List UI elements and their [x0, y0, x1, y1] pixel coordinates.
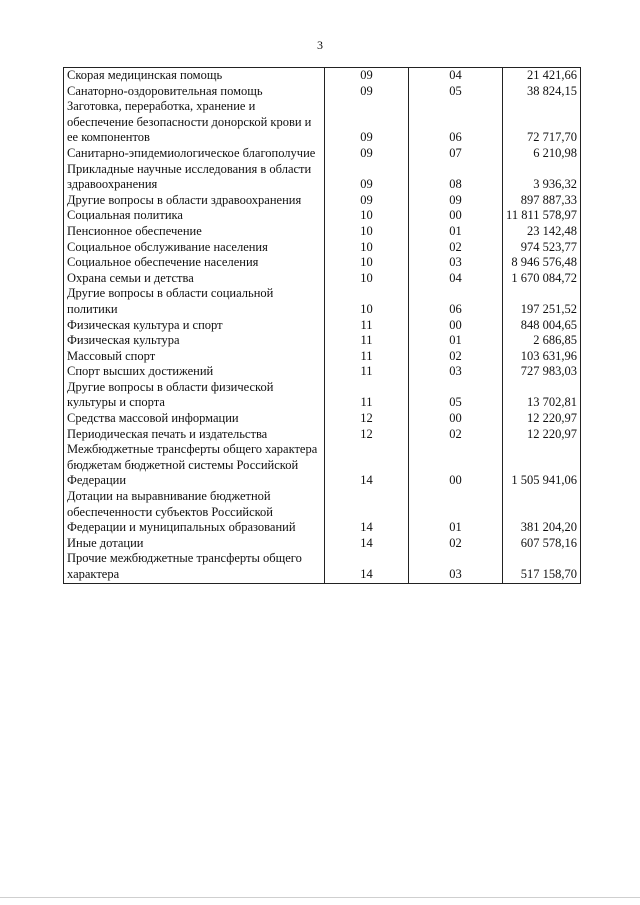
row-amount: 72 717,70: [503, 99, 581, 146]
row-subsection: 00: [409, 208, 503, 224]
row-subsection: 00: [409, 411, 503, 427]
row-section: 11: [325, 318, 409, 334]
row-subsection: 05: [409, 380, 503, 411]
row-section: 10: [325, 224, 409, 240]
row-amount: 727 983,03: [503, 364, 581, 380]
row-name: Периодическая печать и издательства: [64, 427, 325, 443]
row-subsection: 00: [409, 442, 503, 489]
table-row: [64, 427, 581, 443]
row-subsection: 02: [409, 427, 503, 443]
row-subsection: 01: [409, 333, 503, 349]
row-amount: 1 670 084,72: [503, 271, 581, 287]
row-amount: 11 811 578,97: [503, 208, 581, 224]
row-name: Санаторно-оздоровительная помощь: [64, 84, 325, 100]
row-subsection: 09: [409, 193, 503, 209]
row-name: Физическая культура и спорт: [64, 318, 325, 334]
row-amount: 3 936,32: [503, 162, 581, 193]
row-section: 12: [325, 411, 409, 427]
row-name: Спорт высших достижений: [64, 364, 325, 380]
row-subsection: 02: [409, 349, 503, 365]
row-amount: 12 220,97: [503, 411, 581, 427]
row-section: 10: [325, 208, 409, 224]
row-amount: 2 686,85: [503, 333, 581, 349]
table-row: [64, 489, 581, 536]
table-row: [64, 68, 581, 84]
row-name: Прочие межбюджетные трансферты общего характера: [64, 551, 325, 583]
row-amount: 6 210,98: [503, 146, 581, 162]
row-section: 10: [325, 286, 409, 317]
row-section: 09: [325, 193, 409, 209]
row-amount: 607 578,16: [503, 536, 581, 552]
row-subsection: 06: [409, 286, 503, 317]
row-subsection: 08: [409, 162, 503, 193]
row-section: 09: [325, 99, 409, 146]
table-row: [64, 349, 581, 365]
row-amount: 21 421,66: [503, 68, 581, 84]
row-name: Средства массовой информации: [64, 411, 325, 427]
row-name: Санитарно-эпидемиологическое благополучие: [64, 146, 325, 162]
row-name: Заготовка, переработка, хранение и обеспечение безопасности донорской крови и ее компонентов: [64, 99, 325, 146]
row-subsection: 03: [409, 551, 503, 583]
row-name: Скорая медицинская помощь: [64, 68, 325, 84]
row-subsection: 02: [409, 536, 503, 552]
row-amount: 8 946 576,48: [503, 255, 581, 271]
row-subsection: 04: [409, 68, 503, 84]
row-section: 10: [325, 271, 409, 287]
table-row: [64, 286, 581, 317]
row-name: Другие вопросы в области здравоохранения: [64, 193, 325, 209]
row-section: 11: [325, 380, 409, 411]
row-name: Массовый спорт: [64, 349, 325, 365]
row-section: 14: [325, 536, 409, 552]
row-section: 09: [325, 84, 409, 100]
row-section: 11: [325, 333, 409, 349]
row-name: Другие вопросы в области социальной политики: [64, 286, 325, 317]
row-section: 14: [325, 551, 409, 583]
budget-table: [63, 67, 581, 584]
row-name: Пенсионное обеспечение: [64, 224, 325, 240]
row-amount: 23 142,48: [503, 224, 581, 240]
table-row: [64, 411, 581, 427]
row-subsection: 06: [409, 99, 503, 146]
table-row: [64, 271, 581, 287]
row-section: 12: [325, 427, 409, 443]
row-name: Дотации на выравнивание бюджетной обеспеченности субъектов Российской Федерации и муниципальных образований: [64, 489, 325, 536]
row-section: 10: [325, 240, 409, 256]
row-amount: 897 887,33: [503, 193, 581, 209]
row-subsection: 01: [409, 489, 503, 536]
row-subsection: 03: [409, 364, 503, 380]
row-name: Прикладные научные исследования в области здравоохранения: [64, 162, 325, 193]
row-name: Другие вопросы в области физической культуры и спорта: [64, 380, 325, 411]
row-section: 09: [325, 162, 409, 193]
row-section: 09: [325, 146, 409, 162]
row-subsection: 04: [409, 271, 503, 287]
row-section: 11: [325, 349, 409, 365]
row-subsection: 00: [409, 318, 503, 334]
row-section: 14: [325, 489, 409, 536]
table-row: [64, 364, 581, 380]
row-subsection: 07: [409, 146, 503, 162]
row-name: Межбюджетные трансферты общего характера бюджетам бюджетной системы Российской Федерации: [64, 442, 325, 489]
table-row: [64, 536, 581, 552]
table-row: [64, 318, 581, 334]
row-amount: 974 523,77: [503, 240, 581, 256]
row-section: 10: [325, 255, 409, 271]
table-row: [64, 193, 581, 209]
row-amount: 12 220,97: [503, 427, 581, 443]
table-row: [64, 208, 581, 224]
row-amount: 197 251,52: [503, 286, 581, 317]
table-row: [64, 380, 581, 411]
row-amount: 381 204,20: [503, 489, 581, 536]
row-amount: 13 702,81: [503, 380, 581, 411]
row-name: Социальная политика: [64, 208, 325, 224]
row-subsection: 01: [409, 224, 503, 240]
table-row: [64, 255, 581, 271]
row-name: Социальное обеспечение населения: [64, 255, 325, 271]
table-row: [64, 333, 581, 349]
row-section: 11: [325, 364, 409, 380]
row-amount: 38 824,15: [503, 84, 581, 100]
row-subsection: 05: [409, 84, 503, 100]
row-name: Физическая культура: [64, 333, 325, 349]
row-amount: 103 631,96: [503, 349, 581, 365]
table-row: [64, 224, 581, 240]
row-subsection: 02: [409, 240, 503, 256]
table-row: [64, 84, 581, 100]
row-amount: 1 505 941,06: [503, 442, 581, 489]
table-row: [64, 162, 581, 193]
table-row: [64, 442, 581, 489]
row-name: Социальное обслуживание населения: [64, 240, 325, 256]
page-number: 3: [317, 38, 323, 52]
row-name: Охрана семьи и детства: [64, 271, 325, 287]
row-amount: 848 004,65: [503, 318, 581, 334]
row-name: Иные дотации: [64, 536, 325, 552]
table-row: [64, 99, 581, 146]
page-bottom-edge: [0, 897, 640, 898]
row-section: 09: [325, 68, 409, 84]
table-row: [64, 146, 581, 162]
table-row: [64, 240, 581, 256]
row-amount: 517 158,70: [503, 551, 581, 583]
row-subsection: 03: [409, 255, 503, 271]
table-row: [64, 551, 581, 583]
row-section: 14: [325, 442, 409, 489]
